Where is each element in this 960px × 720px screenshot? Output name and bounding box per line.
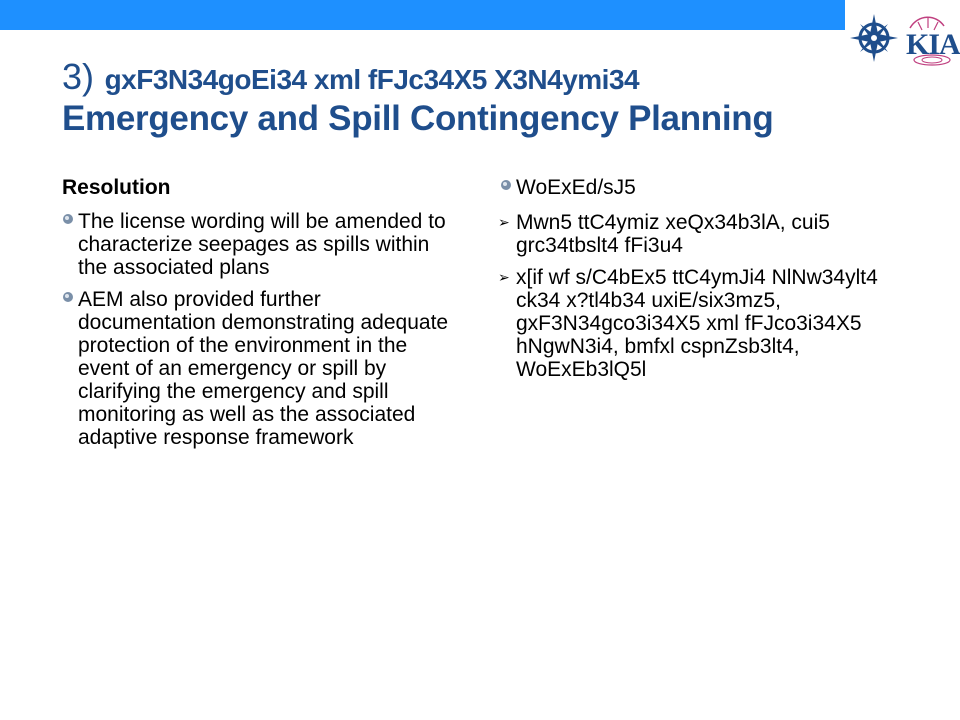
bullet-text: Mwn5 ttC4ymiz xeQx34b3lA, cui5 grc34tbslt4 fFi3u4	[516, 211, 830, 257]
syllabics-heading: WoExEd/sJ5	[516, 176, 636, 199]
right-column	[500, 176, 920, 390]
resolution-heading: Resolution	[62, 176, 171, 199]
bullet-icon	[62, 290, 74, 304]
title-english: Emergency and Spill Contingency Planning	[62, 98, 774, 138]
arrow-bullet-icon: ➢	[498, 269, 510, 285]
top-accent-bar	[0, 0, 845, 30]
list-item	[500, 211, 920, 257]
bullet-icon	[500, 178, 512, 192]
arrow-bullet-icon: ➢	[498, 214, 510, 230]
slide-title	[62, 56, 942, 138]
bullet-icon	[62, 212, 74, 226]
syllabics-heading-item	[500, 176, 920, 199]
list-item	[62, 210, 462, 279]
list-item	[500, 266, 920, 381]
left-column	[62, 176, 462, 458]
logo-text: KIA	[906, 28, 960, 61]
title-number: 3)	[62, 56, 95, 97]
bullet-text: x[if wf s/C4bEx5 ttC4ymJi4 NlNw34ylt4 ck34 x?tl4b34 uxiE/six3mz5, gxF3N34gco3i34X5 xml fFJco3i34X5 hNgwN3i4, bmfxl cspnZsb3lt4, WoExEb3lQ5l	[516, 266, 878, 381]
bullet-text: AEM also provided further documentation demonstrating adequate protection of the environment in the event of an emergency or spill by clarifying the emergency and spill monitoring as well as the associated adaptive response framework	[78, 288, 449, 449]
title-line-syllabics	[62, 56, 942, 99]
bullet-text: The license wording will be amended to characterize seepages as spills within the associated plans	[78, 210, 446, 279]
list-item	[62, 288, 462, 449]
title-syllabics: gxF3N34goEi34 xml fFJc34X5 X3N4ymi34	[104, 64, 640, 95]
